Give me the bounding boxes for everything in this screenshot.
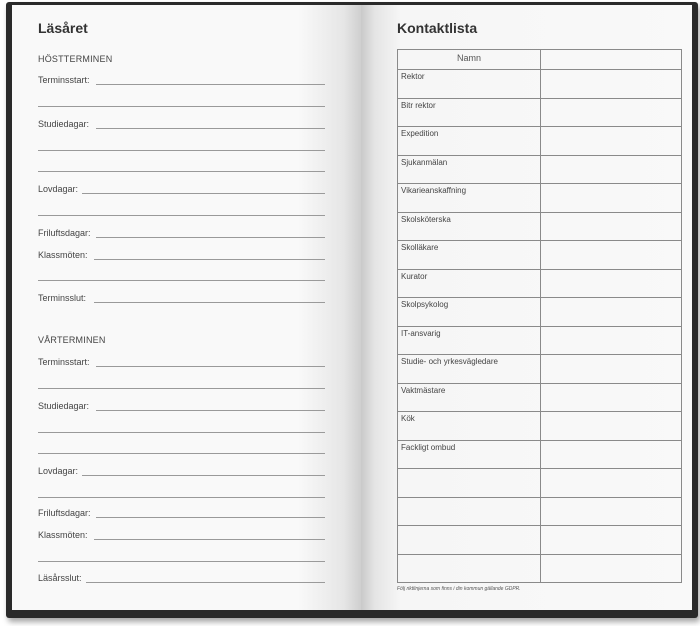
- autumn-class-meetings-label: Klassmöten:: [38, 250, 88, 260]
- table-row-label[interactable]: Expedition: [401, 129, 439, 138]
- autumn-term-heading: HÖSTTERMINEN: [38, 54, 113, 64]
- table-row: [398, 326, 681, 327]
- table-row: [398, 440, 681, 441]
- spring-outdoor-days-line[interactable]: [96, 517, 325, 518]
- left-page: [12, 5, 361, 610]
- write-line[interactable]: [38, 171, 325, 172]
- table-row: [398, 411, 681, 412]
- table-row-label[interactable]: Kök: [401, 414, 415, 423]
- spring-holidays-label: Lovdagar:: [38, 466, 79, 476]
- autumn-term-start-line[interactable]: [96, 84, 325, 85]
- table-row: [398, 525, 681, 526]
- table-row-label[interactable]: Sjukanmälan: [401, 157, 448, 167]
- table-row: [398, 354, 681, 355]
- write-line[interactable]: [38, 497, 325, 498]
- contact-table: [397, 49, 682, 583]
- autumn-holidays-label: Lovdagar:: [38, 184, 79, 194]
- autumn-study-days-label: Studiedagar:: [38, 119, 90, 129]
- autumn-outdoor-days-label: Friluftsdagar:: [38, 228, 91, 238]
- autumn-term-end-line[interactable]: [94, 302, 325, 303]
- spring-outdoor-days-label: Friluftsdagar:: [38, 508, 91, 518]
- table-row: [398, 183, 681, 184]
- table-row: [398, 155, 681, 156]
- table-row-label[interactable]: IT-ansvarig: [401, 328, 441, 338]
- gdpr-footnote: Följ riktlinjerna som finns i din kommun gällande GDPR.: [397, 586, 521, 592]
- spring-term-start-label: Terminsstart:: [38, 357, 90, 367]
- autumn-class-meetings-line[interactable]: [94, 259, 325, 260]
- table-row: [398, 240, 681, 241]
- autumn-holidays-line[interactable]: [82, 193, 325, 194]
- spring-study-days-line[interactable]: [96, 410, 325, 411]
- spring-year-end-label: Läsårsslut:: [38, 573, 82, 583]
- autumn-term-start-label: Terminsstart:: [38, 75, 90, 85]
- table-row-label[interactable]: Vikarieanskaffning: [401, 186, 467, 195]
- planner-book: [6, 2, 698, 618]
- table-row-label[interactable]: Studie- och yrkesvägledare: [401, 357, 498, 366]
- table-row: [398, 212, 681, 213]
- header-separator: [398, 69, 681, 70]
- right-page: [361, 5, 692, 610]
- table-row: [398, 383, 681, 384]
- table-row-label[interactable]: Skolsköterska: [401, 214, 451, 224]
- write-line[interactable]: [38, 150, 325, 151]
- column-header-name: Namn: [456, 53, 481, 63]
- page-title-school-year: Läsåret: [38, 20, 88, 36]
- autumn-outdoor-days-line[interactable]: [96, 237, 325, 238]
- table-row-label[interactable]: Skolpsykolog: [401, 300, 449, 309]
- spring-holidays-line[interactable]: [82, 475, 325, 476]
- table-row: [398, 497, 681, 498]
- table-row: [398, 468, 681, 469]
- spring-year-end-line[interactable]: [86, 582, 325, 583]
- table-row: [398, 269, 681, 270]
- write-line[interactable]: [38, 432, 325, 433]
- write-line[interactable]: [38, 453, 325, 454]
- column-divider: [540, 50, 541, 582]
- spring-term-heading: VÅRTERMINEN: [38, 335, 106, 345]
- spring-class-meetings-line[interactable]: [94, 539, 325, 540]
- table-row-label[interactable]: Kurator: [401, 271, 428, 281]
- write-line[interactable]: [38, 388, 325, 389]
- table-row: [398, 297, 681, 298]
- page-title-contact-list: Kontaktlista: [397, 20, 478, 36]
- spring-class-meetings-label: Klassmöten:: [38, 530, 88, 540]
- table-row-label[interactable]: Rektor: [401, 72, 425, 81]
- table-row: [398, 126, 681, 127]
- write-line[interactable]: [38, 280, 325, 281]
- table-row: [398, 98, 681, 99]
- write-line[interactable]: [38, 215, 325, 216]
- table-row-label[interactable]: Skolläkare: [401, 243, 439, 252]
- write-line[interactable]: [38, 106, 325, 107]
- autumn-study-days-line[interactable]: [96, 128, 325, 129]
- autumn-term-end-label: Terminsslut:: [38, 293, 87, 303]
- table-row-label[interactable]: Bitr rektor: [401, 100, 436, 110]
- write-line[interactable]: [38, 561, 325, 562]
- table-row-label[interactable]: Vaktmästare: [401, 385, 446, 395]
- table-row: [398, 554, 681, 555]
- spring-term-start-line[interactable]: [96, 366, 325, 367]
- table-row-label[interactable]: Fackligt ombud: [401, 442, 456, 452]
- spring-study-days-label: Studiedagar:: [38, 401, 90, 411]
